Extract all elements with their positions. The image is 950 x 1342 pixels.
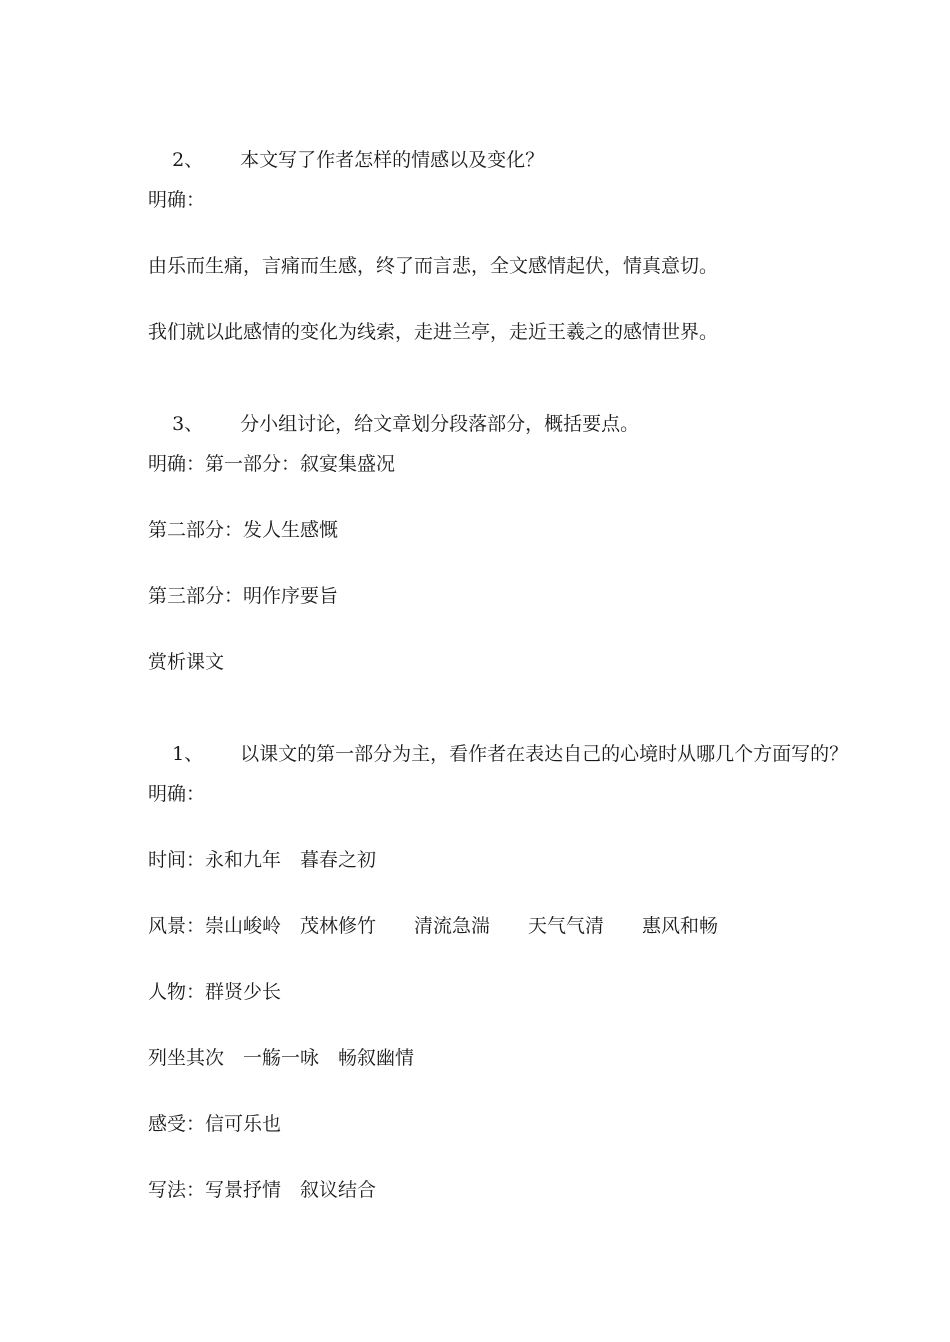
item-text: 分小组讨论，给文章划分段落部分，概括要点。 xyxy=(240,413,640,435)
answer-label: 明确： xyxy=(148,783,206,805)
item-text: 本文写了作者怎样的情感以及变化？ xyxy=(240,149,545,171)
paragraph-text: 我们就以此感情的变化为线索，走进兰亭，走近王羲之的感情世界。 xyxy=(148,321,719,343)
item-number: 1、 xyxy=(172,743,204,765)
answer-people: 人物：群贤少长 xyxy=(148,981,282,1003)
question-1 xyxy=(148,715,849,765)
answer-label: 明确： xyxy=(148,189,206,211)
answer-part-1: 明确：第一部分：叙宴集盛况 xyxy=(148,453,396,475)
item-text: 以课文的第一部分为主，看作者在表达自己的心境时从哪几个方面写的？ xyxy=(240,743,849,765)
item-number: 3、 xyxy=(172,413,204,435)
answer-feeling: 感受：信可乐也 xyxy=(148,1113,282,1135)
answer-part-3: 第三部分：明作序要旨 xyxy=(148,585,339,607)
answer-scenery: 风景：崇山峻岭 茂林修竹 清流急湍 天气气清 惠风和畅 xyxy=(148,915,719,937)
answer-part-2: 第二部分：发人生感慨 xyxy=(148,519,339,541)
answer-technique: 写法：写景抒情 叙议结合 xyxy=(148,1179,377,1201)
section-heading: 赏析课文 xyxy=(148,651,225,673)
question-2 xyxy=(148,121,545,171)
question-3 xyxy=(148,385,640,435)
item-number: 2、 xyxy=(172,149,204,171)
paragraph-text: 由乐而生痛，言痛而生感，终了而言悲，全文感情起伏，情真意切。 xyxy=(148,255,719,277)
answer-activity: 列坐其次 一觞一咏 畅叙幽情 xyxy=(148,1047,415,1069)
answer-time: 时间：永和九年 暮春之初 xyxy=(148,849,377,871)
